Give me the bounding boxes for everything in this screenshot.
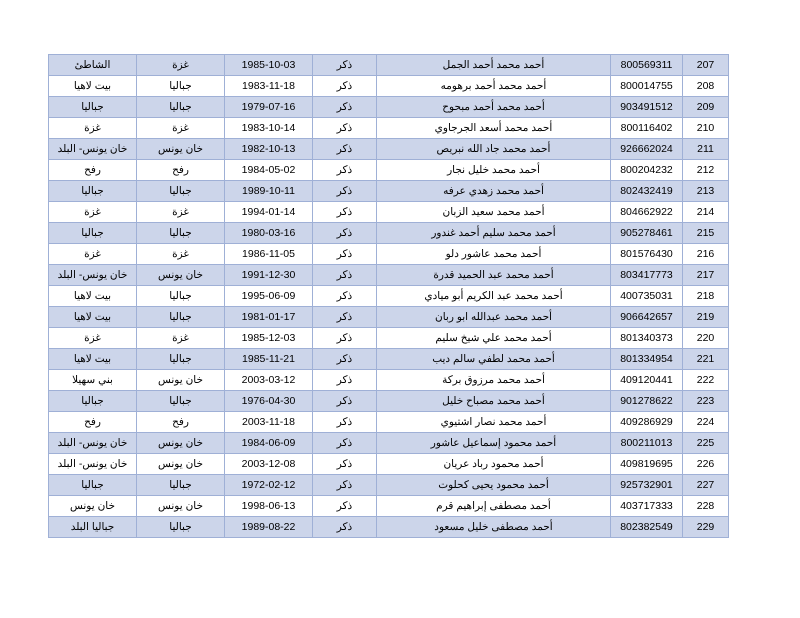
cell-gender: ذكر: [313, 307, 377, 328]
cell-date: 1984-05-02: [225, 160, 313, 181]
table-row: [49, 496, 729, 517]
cell-date: 1985-12-03: [225, 328, 313, 349]
cell-area: رفح: [49, 412, 137, 433]
cell-index: 223: [683, 391, 729, 412]
cell-district: غزة: [137, 55, 225, 76]
cell-gender: ذكر: [313, 55, 377, 76]
cell-district: خان يونس: [137, 454, 225, 475]
cell-name: أحمد محمد سليم أحمد غندور: [377, 223, 611, 244]
cell-gender: ذكر: [313, 496, 377, 517]
cell-area: جباليا: [49, 223, 137, 244]
cell-district: خان يونس: [137, 139, 225, 160]
cell-area: خان يونس- البلد: [49, 433, 137, 454]
cell-area: خان يونس- البلد: [49, 139, 137, 160]
cell-id: 901278622: [611, 391, 683, 412]
records-table-container: [57, 54, 729, 538]
cell-district: جباليا: [137, 349, 225, 370]
cell-gender: ذكر: [313, 475, 377, 496]
table-row: [49, 55, 729, 76]
cell-area: بيت لاهيا: [49, 349, 137, 370]
cell-id: 803417773: [611, 265, 683, 286]
cell-index: 226: [683, 454, 729, 475]
cell-index: 211: [683, 139, 729, 160]
table-row: [49, 97, 729, 118]
cell-area: بيت لاهيا: [49, 286, 137, 307]
table-row: [49, 286, 729, 307]
cell-area: خان يونس- البلد: [49, 265, 137, 286]
cell-name: أحمد محمد عبد الحميد قدرة: [377, 265, 611, 286]
cell-gender: ذكر: [313, 454, 377, 475]
cell-area: بني سهيلا: [49, 370, 137, 391]
cell-gender: ذكر: [313, 97, 377, 118]
cell-name: أحمد محمود يحيى كحلوت: [377, 475, 611, 496]
cell-gender: ذكر: [313, 517, 377, 538]
cell-date: 1982-10-13: [225, 139, 313, 160]
cell-gender: ذكر: [313, 349, 377, 370]
cell-index: 225: [683, 433, 729, 454]
cell-district: رفح: [137, 160, 225, 181]
cell-area: غزة: [49, 244, 137, 265]
cell-date: 1983-10-14: [225, 118, 313, 139]
cell-gender: ذكر: [313, 223, 377, 244]
table-row: [49, 244, 729, 265]
table-row: [49, 265, 729, 286]
cell-date: 2003-12-08: [225, 454, 313, 475]
cell-index: 220: [683, 328, 729, 349]
cell-date: 1994-01-14: [225, 202, 313, 223]
cell-date: 1983-11-18: [225, 76, 313, 97]
cell-gender: ذكر: [313, 391, 377, 412]
table-row: [49, 328, 729, 349]
cell-index: 219: [683, 307, 729, 328]
table-row: [49, 454, 729, 475]
table-row: [49, 139, 729, 160]
cell-name: أحمد محمد أحمد الجمل: [377, 55, 611, 76]
cell-name: أحمد محمد سعيد الزبان: [377, 202, 611, 223]
cell-district: جباليا: [137, 307, 225, 328]
cell-index: 213: [683, 181, 729, 202]
cell-date: 1991-12-30: [225, 265, 313, 286]
table-row: [49, 202, 729, 223]
cell-id: 905278461: [611, 223, 683, 244]
cell-index: 221: [683, 349, 729, 370]
cell-index: 224: [683, 412, 729, 433]
cell-district: جباليا: [137, 97, 225, 118]
cell-gender: ذكر: [313, 433, 377, 454]
cell-area: بيت لاهيا: [49, 76, 137, 97]
cell-district: جباليا: [137, 391, 225, 412]
cell-id: 925732901: [611, 475, 683, 496]
cell-gender: ذكر: [313, 328, 377, 349]
cell-name: أحمد محمد لطفي سالم ديب: [377, 349, 611, 370]
cell-date: 1985-11-21: [225, 349, 313, 370]
cell-index: 215: [683, 223, 729, 244]
cell-district: جباليا: [137, 76, 225, 97]
cell-index: 227: [683, 475, 729, 496]
table-row: [49, 181, 729, 202]
cell-gender: ذكر: [313, 139, 377, 160]
cell-area: جباليا: [49, 475, 137, 496]
cell-id: 903491512: [611, 97, 683, 118]
cell-name: أحمد محمد أسعد الجرجاوي: [377, 118, 611, 139]
cell-district: جباليا: [137, 286, 225, 307]
table-row: [49, 160, 729, 181]
cell-id: 403717333: [611, 496, 683, 517]
cell-gender: ذكر: [313, 370, 377, 391]
cell-id: 801340373: [611, 328, 683, 349]
cell-index: 222: [683, 370, 729, 391]
cell-index: 216: [683, 244, 729, 265]
cell-district: غزة: [137, 328, 225, 349]
cell-index: 229: [683, 517, 729, 538]
cell-area: جباليا: [49, 97, 137, 118]
cell-id: 926662024: [611, 139, 683, 160]
cell-name: أحمد محمود رباد عريان: [377, 454, 611, 475]
cell-area: جباليا البلد: [49, 517, 137, 538]
cell-date: 1989-10-11: [225, 181, 313, 202]
cell-index: 214: [683, 202, 729, 223]
cell-area: خان يونس- البلد: [49, 454, 137, 475]
cell-id: 800569311: [611, 55, 683, 76]
cell-name: أحمد محمد مرزوق بركة: [377, 370, 611, 391]
cell-district: غزة: [137, 202, 225, 223]
cell-name: أحمد محمد عاشور دلو: [377, 244, 611, 265]
cell-id: 906642657: [611, 307, 683, 328]
cell-name: أحمد محمد علي شيخ سليم: [377, 328, 611, 349]
cell-date: 2003-03-12: [225, 370, 313, 391]
cell-date: 2003-11-18: [225, 412, 313, 433]
cell-date: 1981-01-17: [225, 307, 313, 328]
cell-index: 208: [683, 76, 729, 97]
cell-area: جباليا: [49, 181, 137, 202]
cell-date: 1980-03-16: [225, 223, 313, 244]
table-row: [49, 391, 729, 412]
cell-name: أحمد محمد أحمد مبحوح: [377, 97, 611, 118]
cell-district: غزة: [137, 244, 225, 265]
table-row: [49, 118, 729, 139]
cell-id: 800116402: [611, 118, 683, 139]
cell-area: غزة: [49, 202, 137, 223]
table-row: [49, 412, 729, 433]
cell-name: أحمد محمود إسماعيل عاشور: [377, 433, 611, 454]
cell-area: غزة: [49, 328, 137, 349]
cell-gender: ذكر: [313, 202, 377, 223]
cell-index: 210: [683, 118, 729, 139]
cell-index: 228: [683, 496, 729, 517]
cell-gender: ذكر: [313, 76, 377, 97]
cell-district: خان يونس: [137, 496, 225, 517]
cell-date: 1984-06-09: [225, 433, 313, 454]
cell-name: أحمد محمد عبدالله ابو ربان: [377, 307, 611, 328]
cell-date: 1986-11-05: [225, 244, 313, 265]
table-row: [49, 370, 729, 391]
cell-id: 802432419: [611, 181, 683, 202]
cell-area: رفح: [49, 160, 137, 181]
cell-gender: ذكر: [313, 160, 377, 181]
cell-district: خان يونس: [137, 265, 225, 286]
table-row: [49, 349, 729, 370]
cell-district: خان يونس: [137, 433, 225, 454]
cell-name: أحمد محمد جاد الله نبريص: [377, 139, 611, 160]
cell-area: غزة: [49, 118, 137, 139]
cell-id: 801576430: [611, 244, 683, 265]
cell-index: 212: [683, 160, 729, 181]
cell-date: 1985-10-03: [225, 55, 313, 76]
records-table: [48, 54, 729, 538]
cell-id: 802382549: [611, 517, 683, 538]
cell-id: 801334954: [611, 349, 683, 370]
cell-name: أحمد محمد خليل نجار: [377, 160, 611, 181]
cell-area: بيت لاهيا: [49, 307, 137, 328]
cell-area: خان يونس: [49, 496, 137, 517]
cell-name: أحمد محمد زهدي عرفه: [377, 181, 611, 202]
table-row: [49, 76, 729, 97]
cell-id: 409120441: [611, 370, 683, 391]
cell-id: 800014755: [611, 76, 683, 97]
cell-id: 800204232: [611, 160, 683, 181]
cell-name: أحمد محمد نصار اشتيوي: [377, 412, 611, 433]
cell-district: خان يونس: [137, 370, 225, 391]
cell-gender: ذكر: [313, 118, 377, 139]
table-row: [49, 517, 729, 538]
cell-gender: ذكر: [313, 244, 377, 265]
cell-index: 218: [683, 286, 729, 307]
cell-name: أحمد مصطفى خليل مسعود: [377, 517, 611, 538]
cell-district: جباليا: [137, 181, 225, 202]
cell-gender: ذكر: [313, 286, 377, 307]
cell-name: أحمد محمد أحمد برهومه: [377, 76, 611, 97]
records-table-body: [49, 55, 729, 538]
cell-name: أحمد محمد عبد الكريم أبو ميادي: [377, 286, 611, 307]
cell-district: رفح: [137, 412, 225, 433]
cell-name: أحمد مصطفى إبراهيم قرم: [377, 496, 611, 517]
cell-id: 409286929: [611, 412, 683, 433]
cell-index: 217: [683, 265, 729, 286]
cell-index: 207: [683, 55, 729, 76]
cell-name: أحمد محمد مصباح خليل: [377, 391, 611, 412]
table-row: [49, 433, 729, 454]
cell-gender: ذكر: [313, 412, 377, 433]
table-row: [49, 223, 729, 244]
cell-id: 804662922: [611, 202, 683, 223]
cell-area: جباليا: [49, 391, 137, 412]
table-row: [49, 307, 729, 328]
cell-date: 1995-06-09: [225, 286, 313, 307]
cell-id: 800211013: [611, 433, 683, 454]
cell-district: جباليا: [137, 517, 225, 538]
cell-date: 1972-02-12: [225, 475, 313, 496]
cell-date: 1979-07-16: [225, 97, 313, 118]
table-row: [49, 475, 729, 496]
cell-index: 209: [683, 97, 729, 118]
cell-date: 1989-08-22: [225, 517, 313, 538]
cell-gender: ذكر: [313, 181, 377, 202]
cell-district: غزة: [137, 118, 225, 139]
cell-date: 1998-06-13: [225, 496, 313, 517]
cell-id: 409819695: [611, 454, 683, 475]
cell-id: 400735031: [611, 286, 683, 307]
cell-district: جباليا: [137, 223, 225, 244]
cell-gender: ذكر: [313, 265, 377, 286]
cell-area: الشاطئ: [49, 55, 137, 76]
cell-date: 1976-04-30: [225, 391, 313, 412]
cell-district: جباليا: [137, 475, 225, 496]
